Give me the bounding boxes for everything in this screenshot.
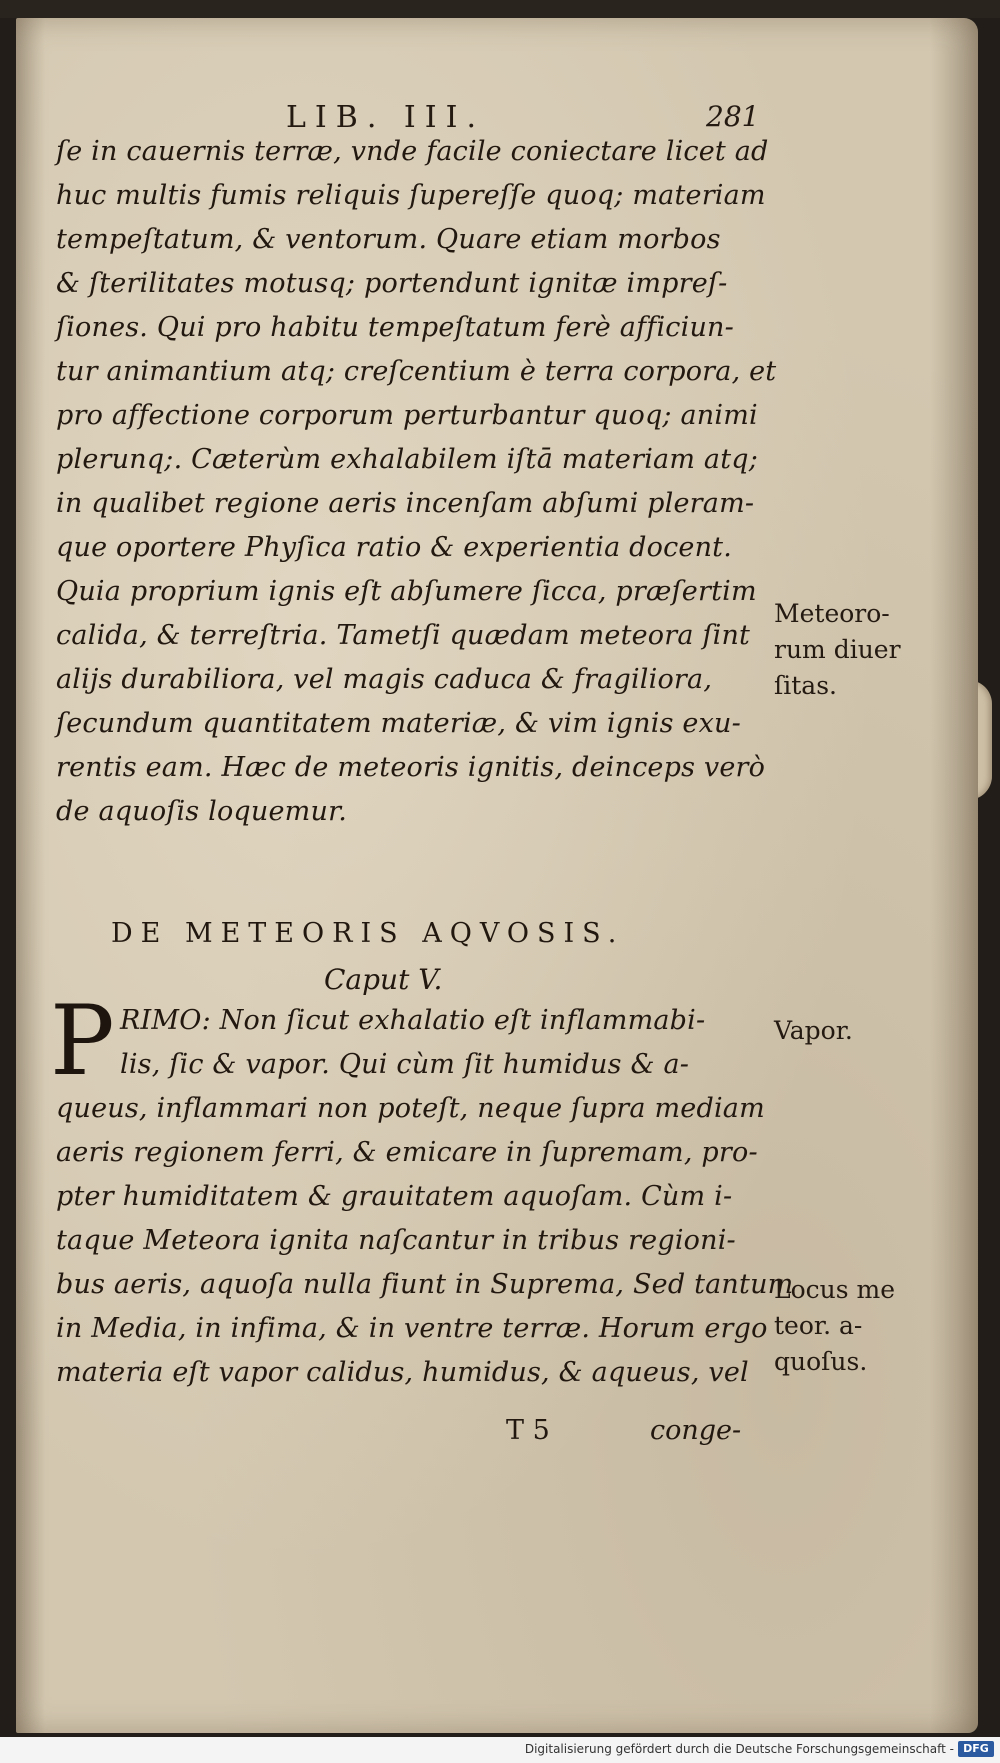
text-line: ſiones. Qui pro habitu tempeſtatum ferè afficiun- [56,312,734,343]
margin-note-line: Locus me [774,1275,896,1304]
text-line: aeris regionem ferri, & emicare in ſupremam, pro- [56,1137,758,1168]
margin-note-line: Meteoro- [774,599,890,628]
chapter-subheading: Caput V. [324,963,443,996]
margin-note-meteororum [774,596,901,704]
text-line: pter humiditatem & grauitatem aquoſam. Cùm i- [56,1181,733,1212]
text-line: ſe in cauernis terræ, vnde facile coniectare licet ad [56,136,769,167]
catchword: conge- [650,1415,742,1446]
text-line: huc multis fumis reliquis ſupereſſe quoq; materiam [56,180,766,211]
margin-note-line: quoſus. [774,1347,868,1376]
running-head: LIB. III. [286,100,485,135]
text-line: materia eſt vapor calidus, humidus, & aqueus, vel [56,1357,749,1388]
text-line: RIMO: Non ſicut exhalatio eſt inflammabi- [120,1005,706,1036]
text-line: Quia proprium ignis eſt abſumere ſicca, præſertim [56,576,757,607]
text-line: tur animantium atq; creſcentium è terra corpora, et [56,356,777,387]
margin-note-line: teor. a- [774,1311,863,1340]
margin-note-locus [774,1272,895,1380]
funding-credit: Digitalisierung gefördert durch die Deutsche Forschungsgemeinschaft - [524,1742,954,1756]
section-heading: DE METEORIS AQVOSIS. [111,918,625,949]
page-number: 281 [706,100,760,133]
text-line: que oportere Phyſica ratio & experientia docent. [56,532,733,563]
text-line: in qualibet regione aeris incenſam abſumi pleram- [56,488,755,519]
text-line: lis, ſic & vapor. Qui cùm ſit humidus & a- [120,1049,690,1080]
text-line: queus, inflammari non poteſt, neque ſupra mediam [56,1093,765,1124]
text-line: in Media, in infima, & in ventre terræ. Horum ergo [56,1313,768,1344]
margin-note-line: Vapor. [774,1016,853,1045]
dfg-logo: DFG [958,1741,994,1757]
text-line: pro affectione corporum perturbantur quoq; animi [56,400,758,431]
margin-note-line: ſitas. [774,671,837,700]
book-page [16,18,978,1733]
text-line: & ſterilitates motusq; portendunt ignitæ impreſ- [56,268,728,299]
drop-capital: P [50,985,115,1097]
text-line: de aquoſis loquemur. [56,796,347,827]
text-line: plerunq;. Cæterùm exhalabilem iſtā materiam atq; [56,444,759,475]
text-line: rentis eam. Hæc de meteoris ignitis, deinceps verò [56,752,766,783]
text-line: calida, & terreſtria. Tametſi quædam meteora ſint [56,620,751,651]
text-line: alijs durabiliora, vel magis caduca & fragiliora, [56,664,713,695]
text-line: ſecundum quantitatem materiæ, & vim ignis exu- [56,708,741,739]
margin-note-line: rum diuer [774,635,901,664]
signature-mark: T 5 [506,1415,550,1446]
margin-note-vapor [774,1013,853,1049]
text-line: tempeſtatum, & ventorum. Quare etiam morbos [56,224,721,255]
text-line: taque Meteora ignita naſcantur in tribus regioni- [56,1225,736,1256]
text-line: bus aeris, aquoſa nulla fiunt in Suprema, Sed tantum [56,1269,794,1300]
scan-top-border [0,0,1000,18]
digitization-footer [0,1737,1000,1763]
